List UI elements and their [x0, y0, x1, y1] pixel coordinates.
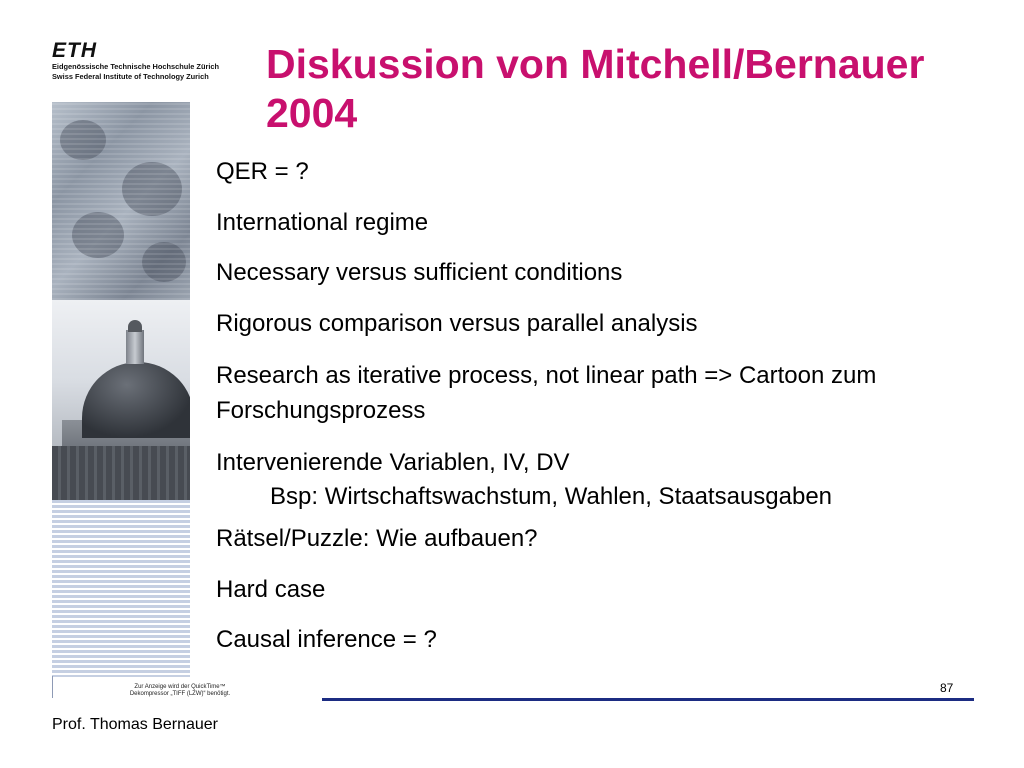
eth-logo-line-german: Eidgenössische Technische Hochschule Zürich	[52, 62, 220, 71]
bullet-item: Rigorous comparison versus parallel analysis	[216, 309, 698, 337]
bullet-item: Research as iterative process, not linear path => Cartoon zum Forschungsprozess	[216, 362, 877, 424]
bullet-item: Hard case	[216, 575, 326, 603]
slide-title: Diskussion von Mitchell/Bernauer 2004	[266, 41, 925, 136]
eth-logo-line-english: Swiss Federal Institute of Technology Zurich	[52, 72, 209, 81]
footer-rule	[322, 698, 974, 701]
eth-logo-mark: ETH	[52, 39, 97, 62]
page-number: 87	[940, 681, 954, 695]
bullet-item: Causal inference = ?	[216, 626, 437, 653]
left-divider	[52, 676, 53, 698]
slide-bullet-list	[216, 156, 976, 675]
footer-author: Prof. Thomas Bernauer	[52, 716, 219, 733]
bullet-item: Rätsel/Puzzle: Wie aufbauen?	[216, 525, 538, 552]
quicktime-placeholder-note: Zur Anzeige wird der QuickTime™ Dekompressor „TIFF (LZW)“ benötigt.	[129, 684, 231, 697]
sub-bullet-item: Bsp: Wirtschaftswachstum, Wahlen, Staatsausgaben	[270, 483, 833, 510]
eth-dome-photo	[52, 300, 190, 500]
decorative-photo-strip	[52, 102, 190, 677]
striped-panel	[52, 500, 190, 677]
bullet-item: International regime	[216, 208, 429, 236]
students-photo	[52, 102, 190, 300]
bullet-item: Intervenierende Variablen, IV, DV	[216, 448, 570, 476]
bullet-item: QER = ?	[216, 158, 309, 185]
eth-logo	[52, 40, 222, 82]
bullet-item: Necessary versus sufficient conditions	[216, 259, 623, 286]
